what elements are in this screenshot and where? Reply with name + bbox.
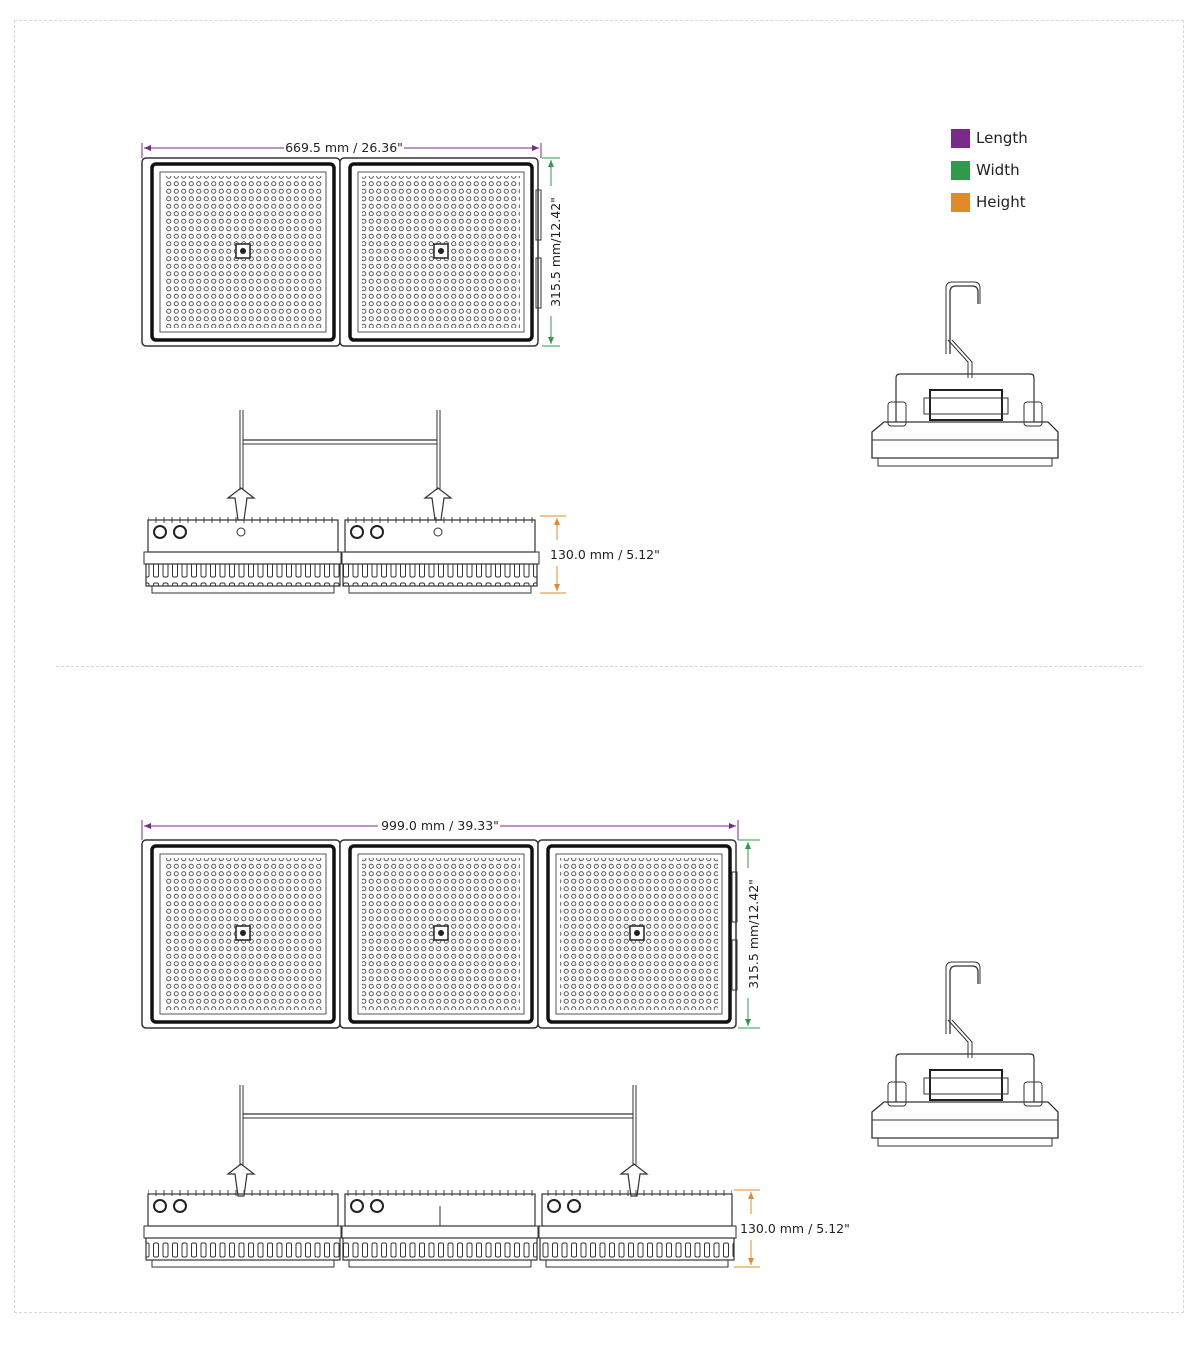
led-module (142, 158, 340, 346)
led-module (538, 840, 736, 1028)
fixture-3-front-view (142, 840, 737, 1028)
width-label: 315.5 mm/12.42" (548, 197, 563, 307)
height-label: 130.0 mm / 5.12" (550, 547, 660, 562)
fixture-3-side-view (144, 1085, 736, 1267)
legend-item-length (951, 122, 1028, 154)
fixture-3-end-view (872, 962, 1058, 1146)
fixture-2-front-view (142, 158, 541, 346)
fixture-2-end-view (872, 282, 1058, 466)
length-dimension-3 (142, 818, 738, 840)
legend-item-width (951, 154, 1028, 186)
height-dimension-3 (734, 1190, 850, 1267)
length-dimension-2 (142, 140, 541, 158)
legend-item-height (951, 186, 1028, 218)
led-module (142, 840, 340, 1028)
legend-label-length: Length (976, 129, 1028, 147)
height-swatch (951, 193, 970, 212)
width-dimension-2 (542, 158, 563, 346)
led-module (340, 840, 538, 1028)
led-module (340, 158, 538, 346)
legend-label-width: Width (976, 161, 1020, 179)
legend-label-height: Height (976, 193, 1026, 211)
height-dimension-2 (540, 516, 660, 593)
width-label: 315.5 mm/12.42" (746, 879, 761, 989)
length-label: 669.5 mm / 26.36" (285, 140, 403, 155)
length-swatch (951, 129, 970, 148)
dimension-legend (951, 122, 1028, 218)
width-dimension-3 (738, 840, 761, 1028)
width-swatch (951, 161, 970, 180)
length-label: 999.0 mm / 39.33" (381, 818, 499, 833)
height-label: 130.0 mm / 5.12" (740, 1221, 850, 1236)
fixture-2-side-view (144, 410, 539, 593)
